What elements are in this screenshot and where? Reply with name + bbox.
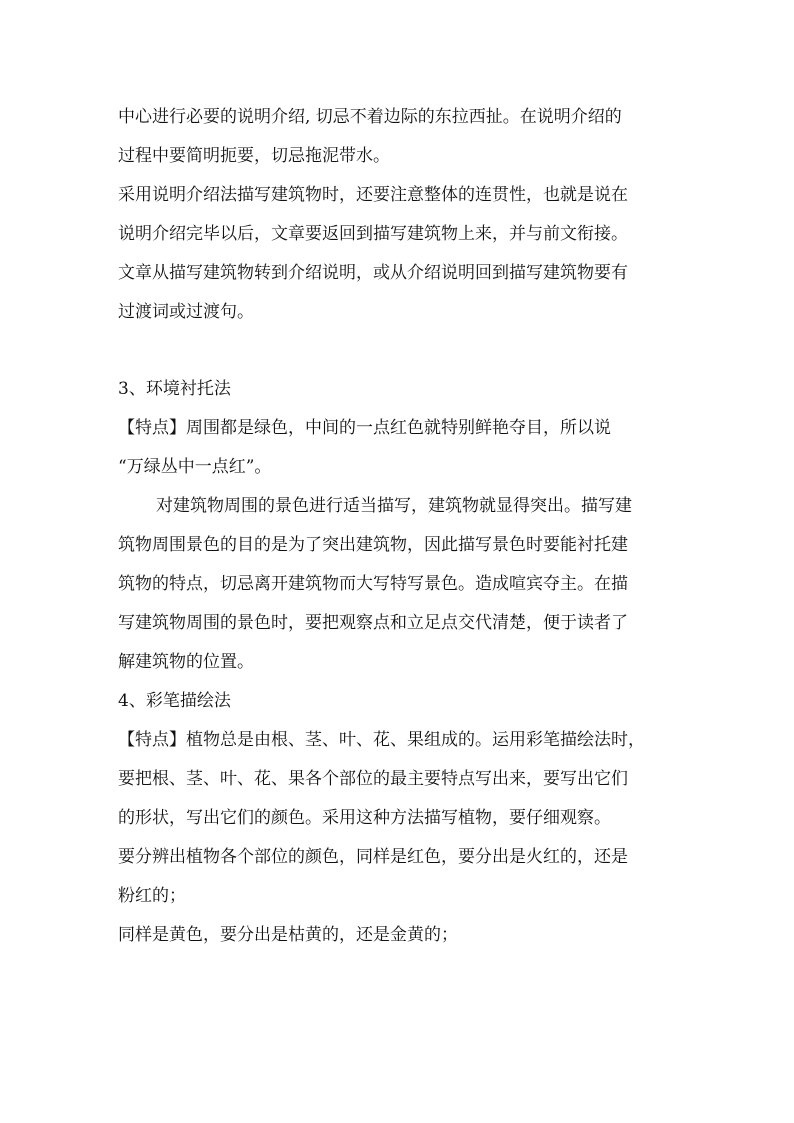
paragraph-line: 中心进行必要的说明介绍, 切忌不着边际的东拉西扯。在说明介绍的 xyxy=(118,107,622,127)
paragraph-line: 说明介绍完毕以后，文章要返回到描写建筑物上来，并与前文衔接。 xyxy=(118,224,628,244)
paragraph-line: 要把根、茎、叶、花、果各个部位的最主要特点写出来，要写出它们 xyxy=(118,769,628,789)
paragraph-line: 筑物周围景色的目的是为了突出建筑物，因此描写景色时要能衬托建 xyxy=(118,535,628,555)
paragraph-line: 写建筑物周围的景色时，要把观察点和立足点交代清楚，便于读者了 xyxy=(118,613,628,633)
blank-line xyxy=(118,332,678,370)
paragraph-line: 解建筑物的位置。 xyxy=(118,652,254,672)
feature-line: 【特点】植物总是由根、茎、叶、花、果组成的。运用彩笔描绘法时， xyxy=(118,730,645,750)
section-heading: 3、环境衬托法 xyxy=(118,379,231,399)
document-body xyxy=(118,98,678,955)
paragraph-line: 采用说明介绍法描写建筑物时，还要注意整体的连贯性，也就是说在 xyxy=(118,185,628,205)
feature-line: “万绿丛中一点红”。 xyxy=(118,457,272,477)
paragraph-line: 对建筑物周围的景色进行适当描写，建筑物就显得突出。描写建 xyxy=(156,496,632,516)
paragraph-line: 同样是黄色，要分出是枯黄的，还是金黄的； xyxy=(118,925,458,945)
section-heading: 4、彩笔描绘法 xyxy=(118,691,231,711)
paragraph-line: 粉红的； xyxy=(118,886,186,906)
paragraph-line: 的形状，写出它们的颜色。采用这种方法描写植物，要仔细观察。 xyxy=(118,808,611,828)
feature-line: 【特点】周围都是绿色，中间的一点红色就特别鲜艳夺目，所以说 xyxy=(118,418,611,438)
paragraph-line: 要分辨出植物各个部位的颜色，同样是红色，要分出是火红的，还是 xyxy=(118,847,628,867)
paragraph-line: 筑物的特点，切忌离开建筑物而大写特写景色。造成喧宾夺主。在描 xyxy=(118,574,628,594)
paragraph-line: 文章从描写建筑物转到介绍说明，或从介绍说明回到描写建筑物要有 xyxy=(118,263,628,283)
paragraph-line: 过程中要简明扼要，切忌拖泥带水。 xyxy=(118,146,390,166)
paragraph-line: 过渡词或过渡句。 xyxy=(118,302,254,322)
